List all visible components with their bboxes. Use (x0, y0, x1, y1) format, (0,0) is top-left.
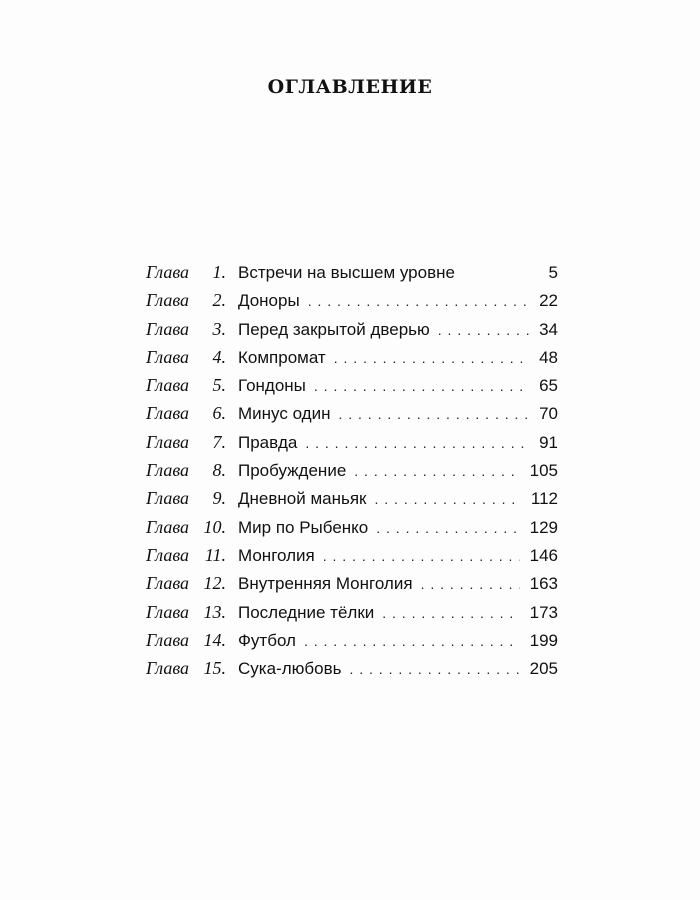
page-number: 199 (529, 630, 558, 650)
chapter-number: 12. (203, 573, 226, 594)
toc-entry (146, 602, 558, 630)
dot-leader (334, 350, 529, 366)
toc-entry (146, 545, 558, 573)
chapter-label: Глава (146, 544, 190, 565)
page-number: 129 (529, 517, 558, 537)
page-number: 163 (529, 574, 558, 594)
toc-entry (146, 573, 558, 601)
chapter-label: Глава (146, 346, 190, 367)
chapter-number: 15. (203, 658, 226, 679)
toc-entry (146, 375, 558, 403)
dot-leader (354, 463, 519, 479)
chapter-title: Сука-любовь (238, 659, 342, 679)
chapter-title: Последние тёлки (238, 602, 375, 622)
dot-leader (308, 293, 529, 309)
page-number: 91 (539, 432, 558, 452)
toc-entry (146, 630, 558, 658)
toc-entry (146, 403, 558, 431)
chapter-label: Глава (146, 375, 190, 396)
dot-leader (376, 520, 519, 536)
chapter-number: 3. (212, 318, 226, 339)
chapter-title: Дневной маньяк (238, 489, 367, 509)
chapter-title: Монголия (238, 545, 315, 565)
dot-leader (323, 548, 520, 564)
page-number: 34 (539, 319, 558, 339)
dot-leader (305, 435, 529, 451)
chapter-number: 6. (212, 403, 226, 424)
chapter-label: Глава (146, 431, 190, 452)
dot-leader (421, 576, 520, 592)
chapter-title: Правда (238, 432, 298, 452)
chapter-label: Глава (146, 629, 190, 650)
toc-entry (146, 290, 558, 318)
page-number: 22 (539, 291, 558, 311)
dot-leader (438, 322, 529, 338)
chapter-label: Глава (146, 601, 190, 622)
toc-entry (146, 319, 558, 347)
chapter-title: Внутренняя Монголия (238, 574, 413, 594)
page-number: 48 (539, 347, 558, 367)
page-number: 112 (530, 489, 558, 509)
table-of-contents (146, 262, 558, 686)
page-number: 105 (529, 461, 558, 481)
chapter-number: 8. (212, 460, 226, 481)
chapter-title: Футбол (238, 630, 296, 650)
chapter-title: Доноры (238, 291, 300, 311)
page-number: 146 (529, 545, 558, 565)
chapter-label: Глава (146, 262, 190, 282)
chapter-label: Глава (146, 488, 190, 509)
chapter-number: 11. (204, 544, 226, 565)
dot-leader (314, 378, 529, 394)
toc-entry (146, 432, 558, 460)
page-title: ОГЛАВЛЕНИЕ (267, 76, 433, 98)
page-number: 205 (529, 659, 558, 679)
toc-entry (146, 262, 558, 290)
chapter-number: 9. (212, 488, 226, 509)
toc-entry (146, 347, 558, 375)
chapter-label: Глава (146, 516, 190, 537)
chapter-number: 2. (212, 290, 226, 311)
toc-entry (146, 517, 558, 545)
chapter-number: 1. (212, 262, 226, 282)
page-number: 70 (539, 404, 558, 424)
dot-leader (304, 633, 520, 649)
dot-leader (382, 605, 519, 621)
chapter-label: Глава (146, 460, 190, 481)
page-number: 5 (548, 263, 558, 282)
chapter-number: 13. (203, 601, 226, 622)
chapter-title: Гондоны (238, 376, 306, 396)
chapter-title: Компромат (238, 347, 326, 367)
chapter-title: Минус один (238, 404, 331, 424)
chapter-label: Глава (146, 658, 190, 679)
toc-entry (146, 488, 558, 516)
chapter-number: 14. (203, 629, 226, 650)
dot-leader (374, 491, 520, 507)
chapter-title: Пробуждение (238, 461, 347, 481)
chapter-title: Перед закрытой дверью (238, 319, 430, 339)
chapter-label: Глава (146, 290, 190, 311)
chapter-number: 4. (212, 346, 226, 367)
chapter-label: Глава (146, 573, 190, 594)
chapter-title: Встречи на высшем уровне (238, 263, 455, 282)
toc-entry (146, 460, 558, 488)
dot-leader (349, 661, 519, 677)
chapter-label: Глава (146, 318, 190, 339)
dot-leader (338, 406, 529, 422)
chapter-label: Глава (146, 403, 190, 424)
chapter-title: Мир по Рыбенко (238, 517, 369, 537)
page-number: 65 (539, 376, 558, 396)
chapter-number: 10. (203, 516, 226, 537)
page-number: 173 (529, 602, 558, 622)
chapter-number: 7. (212, 431, 226, 452)
toc-entry (146, 658, 558, 686)
chapter-number: 5. (212, 375, 226, 396)
